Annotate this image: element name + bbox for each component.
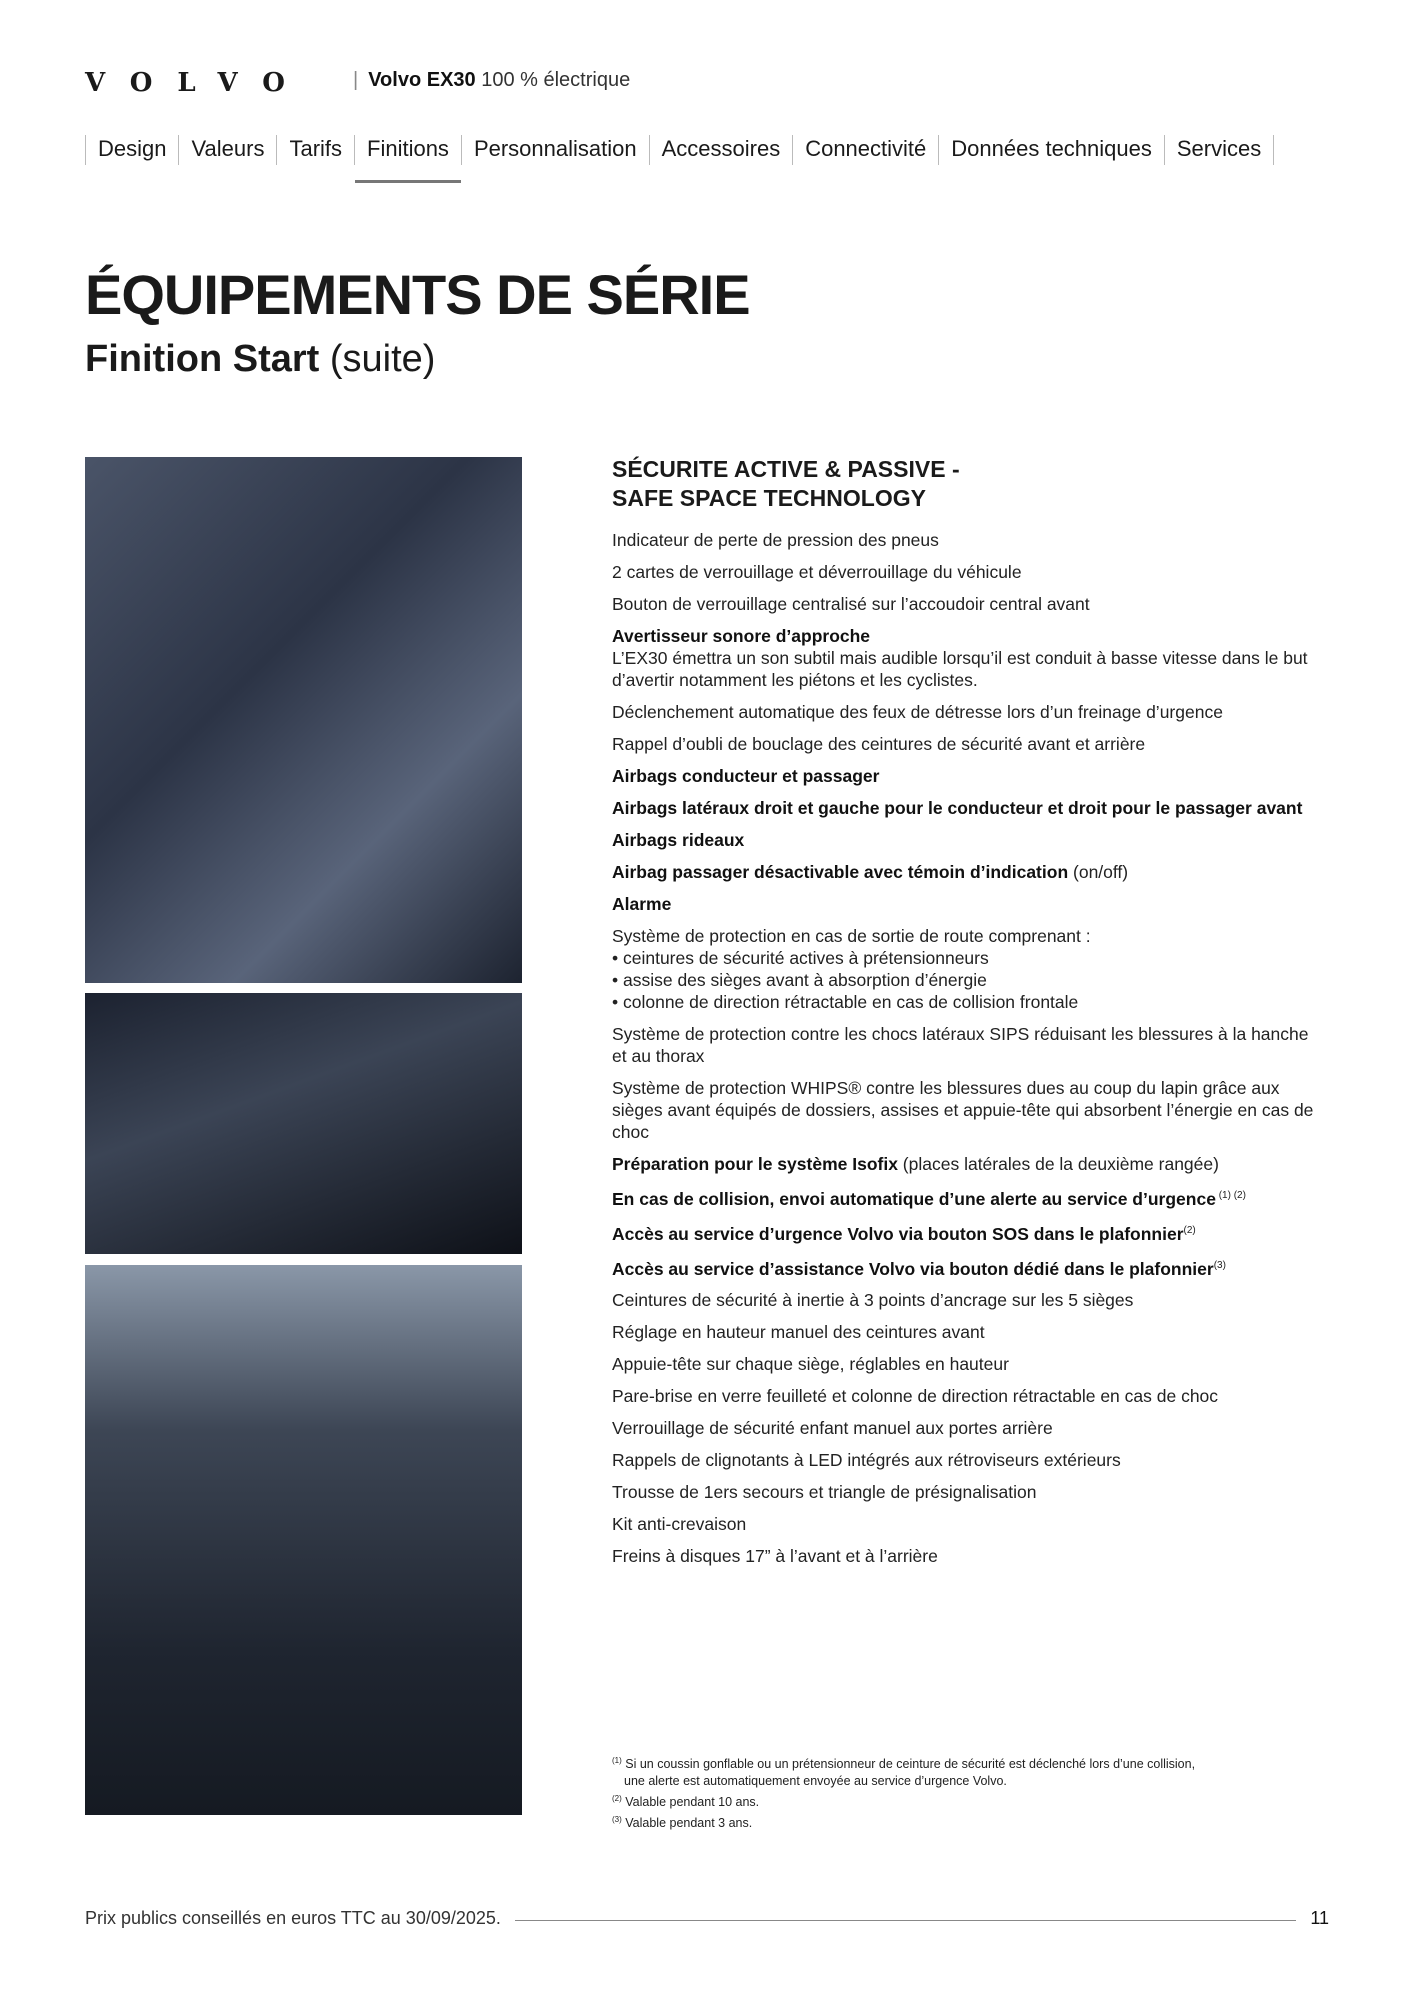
item-text: Rappels de clignotants à LED intégrés aux rétroviseurs extérieurs: [612, 1450, 1121, 1471]
equipment-item: [612, 1023, 1322, 1067]
item-bold: Préparation pour le système Isofix: [612, 1154, 898, 1174]
item-text: Indicateur de perte de pression des pneus: [612, 530, 939, 550]
equipment-item: [612, 1255, 1322, 1280]
item-bold: Accès au service d’assistance Volvo via bouton dédié dans le plafonnier: [612, 1258, 1214, 1279]
subtitle-rest: (suite): [319, 338, 436, 380]
footnote: [612, 1811, 1195, 1832]
nav-tab-services[interactable]: Services: [1164, 135, 1274, 165]
item-text: Rappel d’oubli de bouclage des ceintures de sécurité avant et arrière: [612, 734, 1146, 754]
item-text: Déclenchement automatique des feux de détresse lors d’un freinage d’urgence: [612, 702, 1223, 722]
item-text: Système de protection contre les chocs latéraux SIPS réduisant les blessures à la hanche et au thorax: [612, 1024, 1309, 1066]
page-subtitle: [85, 338, 435, 381]
item-text: Freins à disques 17” à l’avant et à l’arrière: [612, 1546, 938, 1567]
equipment-item: [612, 1481, 1322, 1503]
nav-tab-design[interactable]: Design: [85, 135, 178, 165]
item-footnote-ref: (1) (2): [1215, 1190, 1246, 1201]
footnote-text: Valable pendant 10 ans.: [621, 1795, 760, 1810]
airbag-interior-photo: [85, 457, 522, 983]
equipment-item: [612, 593, 1322, 615]
nav-tab-valeurs[interactable]: Valeurs: [178, 135, 276, 165]
nav-tab-données-techniques[interactable]: Données techniques: [938, 135, 1164, 165]
equipment-item: [612, 529, 1322, 551]
page-number: 11: [1310, 1908, 1329, 1928]
item-bold: Avertisseur sonore d’approche: [612, 626, 871, 646]
page-title: ÉQUIPEMENTS DE SÉRIE: [85, 263, 750, 326]
item-footnote-ref: (3): [1213, 1259, 1226, 1271]
item-bold: Accès au service d’urgence Volvo via bouton SOS dans le plafonnier: [612, 1223, 1184, 1244]
equipment-item: [612, 1077, 1322, 1143]
footnote-text: une alerte est automatiquement envoyée au service d’urgence Volvo.: [624, 1774, 1007, 1789]
equipment-item: [612, 829, 1322, 851]
nav-tab-finitions[interactable]: Finitions: [354, 135, 461, 165]
equipment-item: [612, 1449, 1322, 1471]
footer: [85, 1908, 1329, 1929]
subtitle-bold: Finition Start: [85, 338, 320, 380]
footnote: [612, 1752, 1195, 1790]
nav-tab-accessoires[interactable]: Accessoires: [649, 135, 793, 165]
item-text: Kit anti-crevaison: [612, 1514, 747, 1535]
seats-interior-photo: [85, 1265, 522, 1815]
footnote-mark: (2): [612, 1794, 622, 1804]
equipment-item: [612, 561, 1322, 583]
item-text: 2 cartes de verrouillage et déverrouillage du véhicule: [612, 562, 1022, 582]
heading-line: SÉCURITE ACTIVE & PASSIVE -: [612, 456, 960, 482]
equipment-item: [612, 1513, 1322, 1535]
equipment-item: [612, 1385, 1322, 1407]
footnote: [612, 1790, 1195, 1811]
footnote-text: Valable pendant 3 ans.: [621, 1816, 753, 1831]
item-text: Ceintures de sécurité à inertie à 3 points d’ancrage sur les 5 sièges: [612, 1290, 1134, 1311]
item-text: Trousse de 1ers secours et triangle de présignalisation: [612, 1482, 1037, 1503]
equipment-item: [612, 1545, 1322, 1567]
equipment-item: [612, 925, 1322, 1013]
item-text: (places latérales de la deuxième rangée): [897, 1154, 1219, 1174]
price-note: Prix publics conseillés en euros TTC au 30/09/2025.: [85, 1908, 501, 1928]
equipment-item: [612, 1220, 1322, 1245]
item-bold: En cas de collision, envoi automatique d’une alerte au service d’urgence: [612, 1188, 1216, 1209]
item-text: Système de protection en cas de sortie de route comprenant :: [612, 926, 1091, 946]
item-footnote-ref: (2): [1183, 1224, 1196, 1236]
item-text: Appuie-tête sur chaque siège, réglables en hauteur: [612, 1354, 1009, 1375]
equipment-item: [612, 1321, 1322, 1343]
model-label: | Volvo EX30 100 % électrique: [353, 69, 631, 91]
model-desc: 100 % électrique: [475, 69, 631, 91]
equipment-item: [612, 893, 1322, 915]
footnote-mark: (3): [612, 1815, 622, 1825]
item-text: Bouton de verrouillage centralisé sur l’accoudoir central avant: [612, 594, 1090, 614]
divider: [515, 1920, 1296, 1921]
item-line: • assise des sièges avant à absorption d’énergie: [612, 970, 987, 990]
item-text: Système de protection WHIPS® contre les blessures dues au coup du lapin grâce aux sièges avant équipés de dossiers, assises et appuie-tête qui absorbent l’énergie en cas de choc: [612, 1078, 1314, 1142]
equipment-item: [612, 733, 1322, 755]
nav-tab-personnalisation[interactable]: Personnalisation: [461, 135, 649, 165]
equipment-item: [612, 765, 1322, 787]
footnote-text: Si un coussin gonflable ou un prétensionneur de ceinture de sécurité est déclenché lors d’une collision,: [621, 1757, 1196, 1772]
equipment-item: [612, 797, 1322, 819]
center-console-photo: [85, 993, 522, 1254]
item-text: Verrouillage de sécurité enfant manuel aux portes arrière: [612, 1418, 1053, 1439]
item-bold: Airbag passager désactivable avec témoin d’indication: [612, 862, 1069, 882]
item-line: • ceintures de sécurité actives à prétensionneurs: [612, 948, 989, 968]
item-bold: Airbags conducteur et passager: [612, 766, 880, 786]
section-nav: [85, 135, 1274, 165]
equipment-item: [612, 1153, 1322, 1175]
equipment-item: [612, 625, 1322, 691]
footnotes: [612, 1752, 1195, 1832]
equipment-item: [612, 1417, 1322, 1439]
volvo-logo: VOLVO: [85, 68, 310, 98]
item-line: • colonne de direction rétractable en cas de collision frontale: [612, 992, 1079, 1012]
item-text: (on/off): [1068, 862, 1129, 882]
equipment-item: [612, 861, 1322, 883]
item-line: L’EX30 émettra un son subtil mais audible lorsqu’il est conduit à basse vitesse dans le but d’avertir notamment les piétons et les cyclistes.: [612, 648, 1308, 690]
nav-tab-tarifs[interactable]: Tarifs: [276, 135, 354, 165]
heading-line: SAFE SPACE TECHNOLOGY: [612, 485, 926, 511]
item-bold: Alarme: [612, 894, 672, 914]
equipment-item: [612, 1353, 1322, 1375]
nav-tab-connectivité[interactable]: Connectivité: [792, 135, 938, 165]
item-text: Pare-brise en verre feuilleté et colonne de direction rétractable en cas de choc: [612, 1386, 1219, 1407]
equipment-item: [612, 701, 1322, 723]
equipment-item: [612, 1185, 1322, 1210]
item-text: Réglage en hauteur manuel des ceintures avant: [612, 1322, 985, 1343]
section-heading: [612, 455, 1322, 513]
safety-section: [612, 455, 1322, 1577]
model-name: Volvo EX30: [368, 69, 476, 91]
item-bold: Airbags latéraux droit et gauche pour le conducteur et droit pour le passager avant: [612, 798, 1303, 818]
item-bold: Airbags rideaux: [612, 830, 745, 850]
footnote-mark: (1): [612, 1756, 622, 1765]
equipment-item: [612, 1289, 1322, 1311]
